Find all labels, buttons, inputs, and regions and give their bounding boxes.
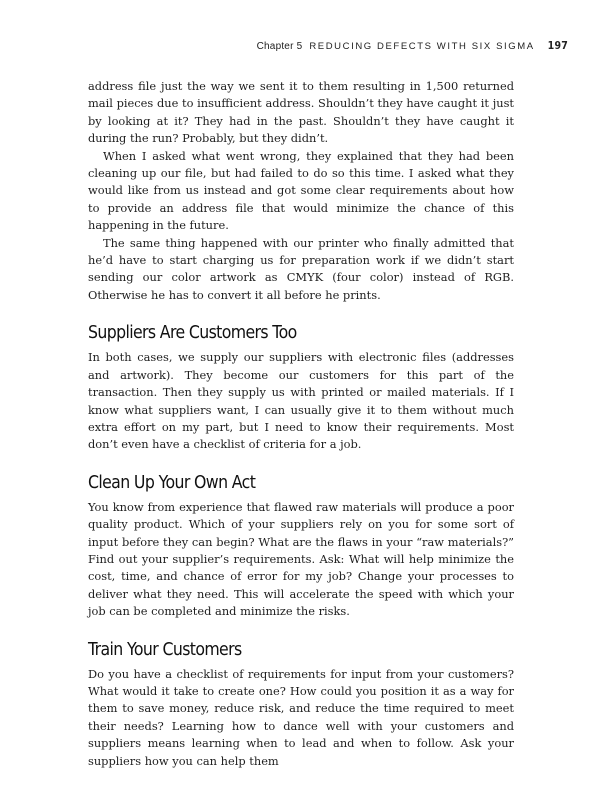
body-paragraph: address file just the way we sent it to them resulting in 1,500 returned mail pieces due to insufficient address. Shouldn’t they have caught it just by looking at it? They had in the past. Shouldn’t they have caught it during the run? Probably, but they didn’t. (88, 79, 514, 146)
chapter-title: REDUCING DEFECTS WITH SIX SIGMA (309, 41, 535, 52)
section-heading: Suppliers Are Customers Too (88, 323, 297, 344)
page-number: 197 (547, 40, 568, 52)
body-paragraph: The same thing happened with our printer who finally admitted that he’d have to start charging us for preparation work if we didn’t start sending our color artwork as CMYK (four color) instead of RGB. Otherwise he has to convert it all before he prints. (88, 235, 514, 302)
section-heading: Clean Up Your Own Act (88, 472, 256, 493)
chapter-label: Chapter 5 (256, 41, 303, 52)
section-paragraph: You know from experience that flawed raw materials will produce a poor quality product. Which of your suppliers rely on you for some sort of input before they can begin? What are the flaws in your “raw materials?” Find out your supplier’s requirements. Ask: What will help minimize the cost, time, and chance of error for my job? Change your processes to deliver what they need. This will accelerate the speed with which your job can be completed and minimize the risks. (88, 499, 514, 619)
section-paragraph: Do you have a checklist of requirements for input from your customers? What would it take to create one? How could you position it as a way for them to save money, reduce risk, and reduce the time required to meet their needs? Learning how to dance well with your customers and suppliers means learning when to lead and when to follow. Ask your suppliers how you can help them (88, 666, 514, 768)
page-body (88, 78, 514, 770)
section-heading: Train Your Customers (88, 639, 242, 660)
running-head (257, 40, 568, 52)
body-paragraph: When I asked what went wrong, they explained that they had been cleaning up our file, but had failed to do so this time. I asked what they would like from us instead and got some clear requirements about how to provide an address file that would minimize the chance of this happening in the future. (88, 148, 514, 233)
section-paragraph: In both cases, we supply our suppliers with electronic files (addresses and artwork). They become our customers for this part of the transaction. Then they supply us with printed or mailed materials. If I know what suppliers want, I can usually give it to them without much extra effort on my part, but I need to know their requirements. Most don’t even have a checklist of criteria for a job. (88, 350, 514, 452)
